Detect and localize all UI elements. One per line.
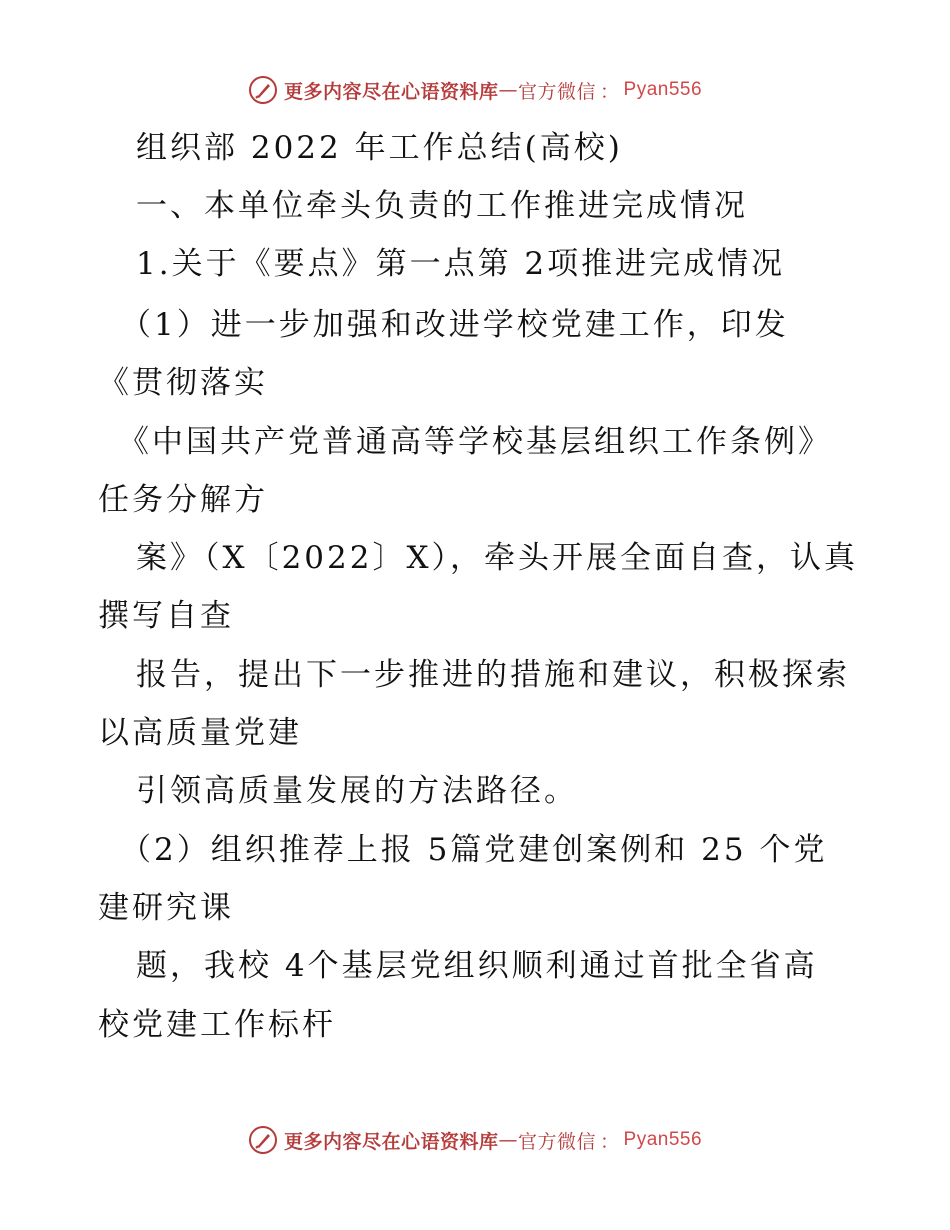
quill-pen-logo-icon	[248, 75, 278, 105]
watermark-official-label: 官方微信	[517, 1130, 596, 1153]
watermark-colon: ：	[600, 1130, 620, 1153]
paragraph-line: 撰写自查	[98, 598, 234, 634]
watermark-separator: —	[498, 79, 518, 101]
paragraph-line: 以高质量党建	[98, 715, 302, 751]
paragraph-line: （2）组织推荐上报 5篇党建创案例和 25 个党	[120, 832, 828, 868]
footer-watermark	[0, 1122, 950, 1158]
watermark-account-id: Pyan556	[623, 79, 703, 100]
paragraph-line: 引领高质量发展的方法路径。	[136, 773, 578, 809]
watermark-brand-text: 更多内容尽在心语资料库	[283, 80, 499, 103]
watermark-official-label: 官方微信	[517, 80, 596, 103]
paragraph-line: 报告，提出下一步推进的措施和建议，积极探索	[136, 657, 850, 693]
watermark-colon: ：	[600, 80, 620, 103]
paragraph-line: 校党建工作标杆	[98, 1007, 336, 1043]
paragraph-line: 《贯彻落实	[98, 365, 268, 401]
paragraph-line: （1）进一步加强和改进学校党建工作，印发	[120, 307, 789, 343]
paragraph-line: 《中国共产党普通高等学校基层组织工作条例》	[118, 424, 832, 460]
paragraph-line: 案》（X〔2022〕X），牵头开展全面自查，认真	[136, 540, 859, 576]
section-heading: 一、本单位牵头负责的工作推进完成情况	[136, 188, 748, 224]
subsection-heading: 1.关于《要点》第一点第 2项推进完成情况	[136, 246, 786, 282]
watermark-account-id: Pyan556	[623, 1129, 703, 1150]
watermark-brand-text: 更多内容尽在心语资料库	[283, 1130, 499, 1153]
header-watermark	[0, 72, 950, 108]
paragraph-line: 任务分解方	[98, 482, 268, 518]
paragraph-line: 题，我校 4个基层党组织顺利通过首批全省高	[136, 948, 818, 984]
paragraph-line: 建研究课	[98, 890, 234, 926]
watermark-separator: —	[498, 1129, 518, 1151]
document-title: 组织部 2022 年工作总结(高校)	[136, 130, 623, 166]
quill-pen-logo-icon	[248, 1125, 278, 1155]
